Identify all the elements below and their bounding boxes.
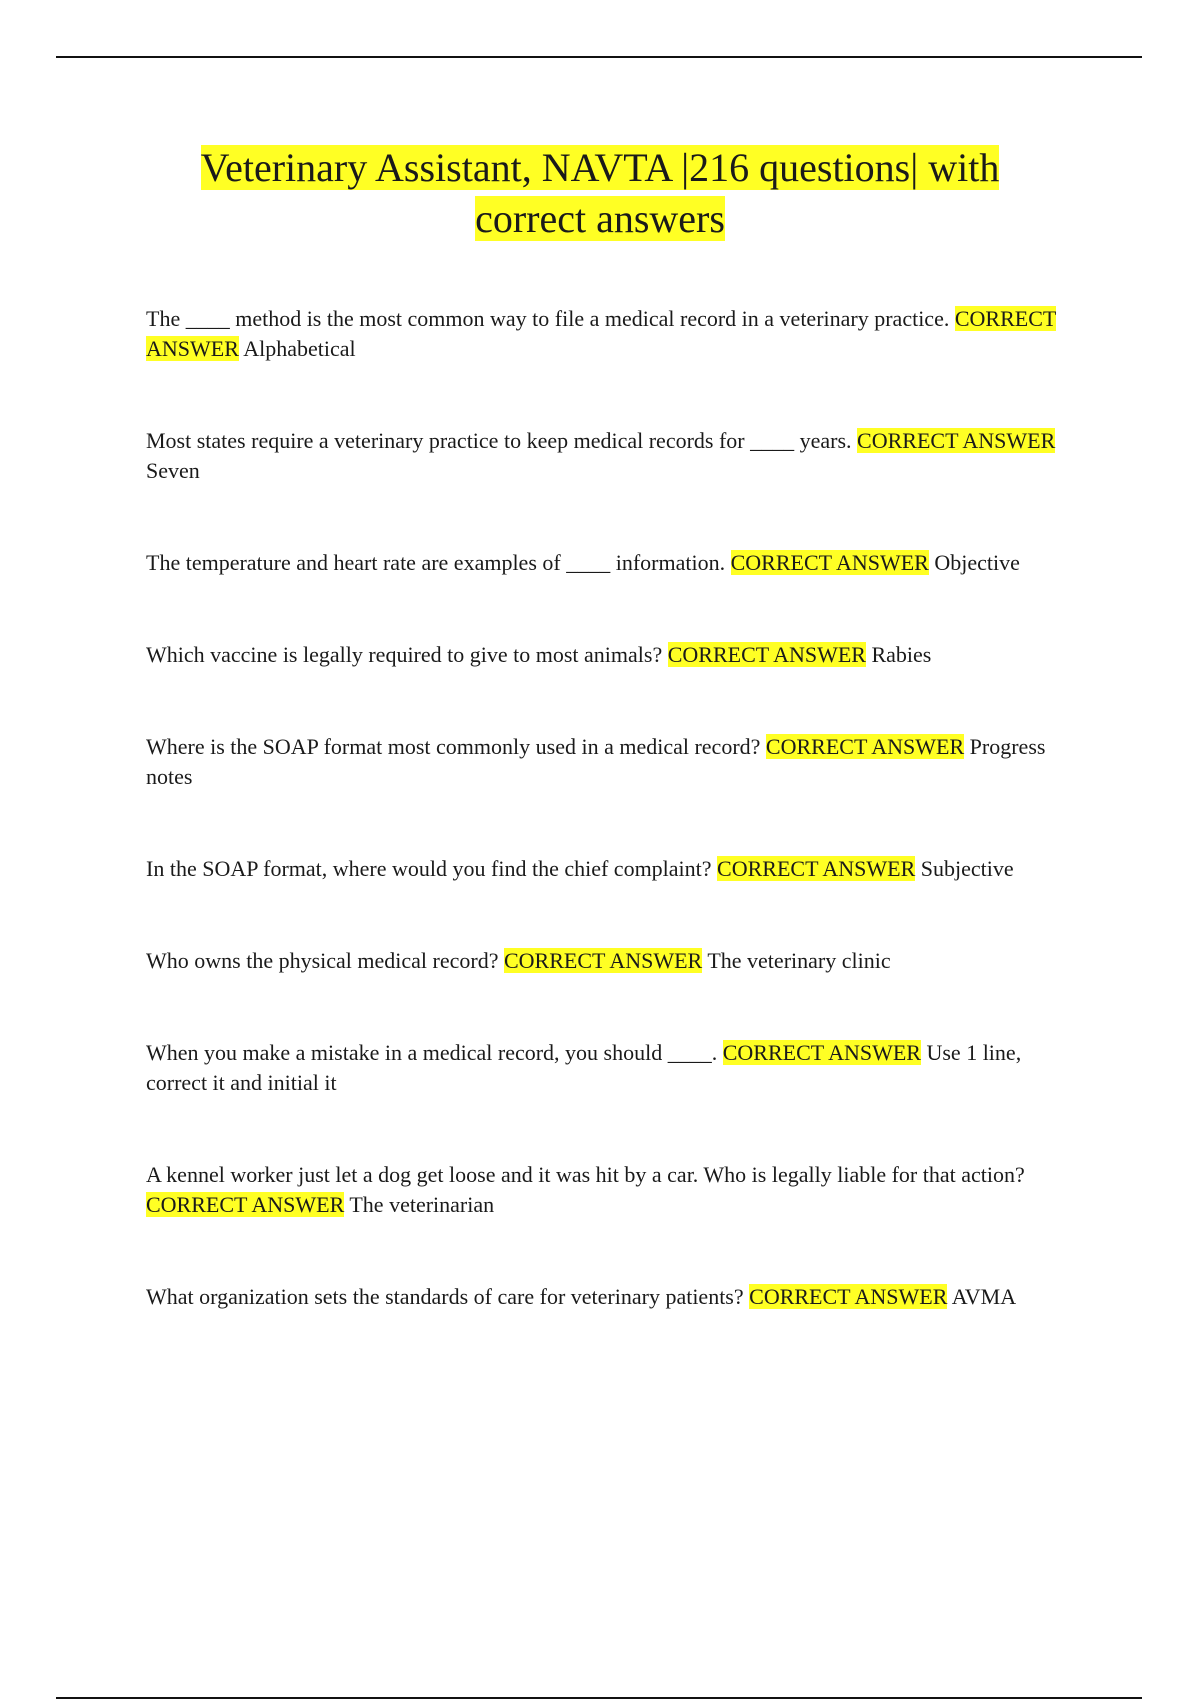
title-line-1: Veterinary Assistant, NAVTA |216 questions| with — [200, 145, 1000, 190]
answer-text: Subjective — [920, 856, 1014, 881]
answer-text: AVMA — [951, 1284, 1017, 1309]
question-text: A kennel worker just let a dog get loose and it was hit by a car. Who is legally liable for that action? — [146, 1162, 1025, 1187]
footer-rule — [56, 1697, 1142, 1699]
question-text: Where is the SOAP format most commonly used in a medical record? — [146, 734, 761, 759]
answer-marker: CORRECT ANSWER — [857, 428, 1056, 453]
qa-item-9 — [146, 1160, 1061, 1220]
question-text: Who owns the physical medical record? — [146, 948, 499, 973]
question-text: Which vaccine is legally required to give to most animals? — [146, 642, 663, 667]
qa-item-8 — [146, 1038, 1061, 1098]
answer-marker: CORRECT ANSWER — [730, 550, 929, 575]
question-text: The ____ method is the most common way to file a medical record in a veterinary practice. — [146, 306, 950, 331]
answer-marker: CORRECT ANSWER — [749, 1284, 948, 1309]
answer-marker: CORRECT ANSWER — [667, 642, 866, 667]
answer-text: The veterinary clinic — [707, 948, 891, 973]
qa-item-7 — [146, 946, 1061, 976]
question-list — [146, 304, 1061, 1312]
answer-text: Rabies — [871, 642, 932, 667]
question-text: Most states require a veterinary practice to keep medical records for ____ years. — [146, 428, 852, 453]
question-text: When you make a mistake in a medical record, you should ____. — [146, 1040, 718, 1065]
answer-text: Progress notes — [146, 734, 1046, 789]
answer-marker: CORRECT ANSWER — [146, 306, 1057, 361]
qa-item-1 — [146, 304, 1061, 364]
question-text: What organization sets the standards of care for veterinary patients? — [146, 1284, 744, 1309]
answer-marker: CORRECT ANSWER — [717, 856, 916, 881]
answer-marker: CORRECT ANSWER — [722, 1040, 921, 1065]
answer-text: Seven — [146, 458, 200, 483]
question-text: The temperature and heart rate are examples of ____ information. — [146, 550, 726, 575]
answer-marker: CORRECT ANSWER — [146, 1192, 345, 1217]
question-text: In the SOAP format, where would you find the chief complaint? — [146, 856, 712, 881]
answer-text: Objective — [934, 550, 1020, 575]
qa-item-4 — [146, 640, 1061, 670]
answer-text: Alphabetical — [243, 336, 356, 361]
answer-text: Use 1 line, correct it and initial it — [146, 1040, 1022, 1095]
answer-marker: CORRECT ANSWER — [503, 948, 703, 973]
document-title — [100, 142, 1100, 244]
title-line-2: correct answers — [475, 196, 725, 241]
answer-marker: CORRECT ANSWER — [765, 734, 965, 759]
qa-item-5 — [146, 732, 1061, 792]
header-rule — [56, 56, 1142, 58]
answer-text: The veterinarian — [349, 1192, 495, 1217]
qa-item-6 — [146, 854, 1061, 884]
qa-item-10 — [146, 1282, 1061, 1312]
qa-item-3 — [146, 548, 1061, 578]
qa-item-2 — [146, 426, 1061, 486]
